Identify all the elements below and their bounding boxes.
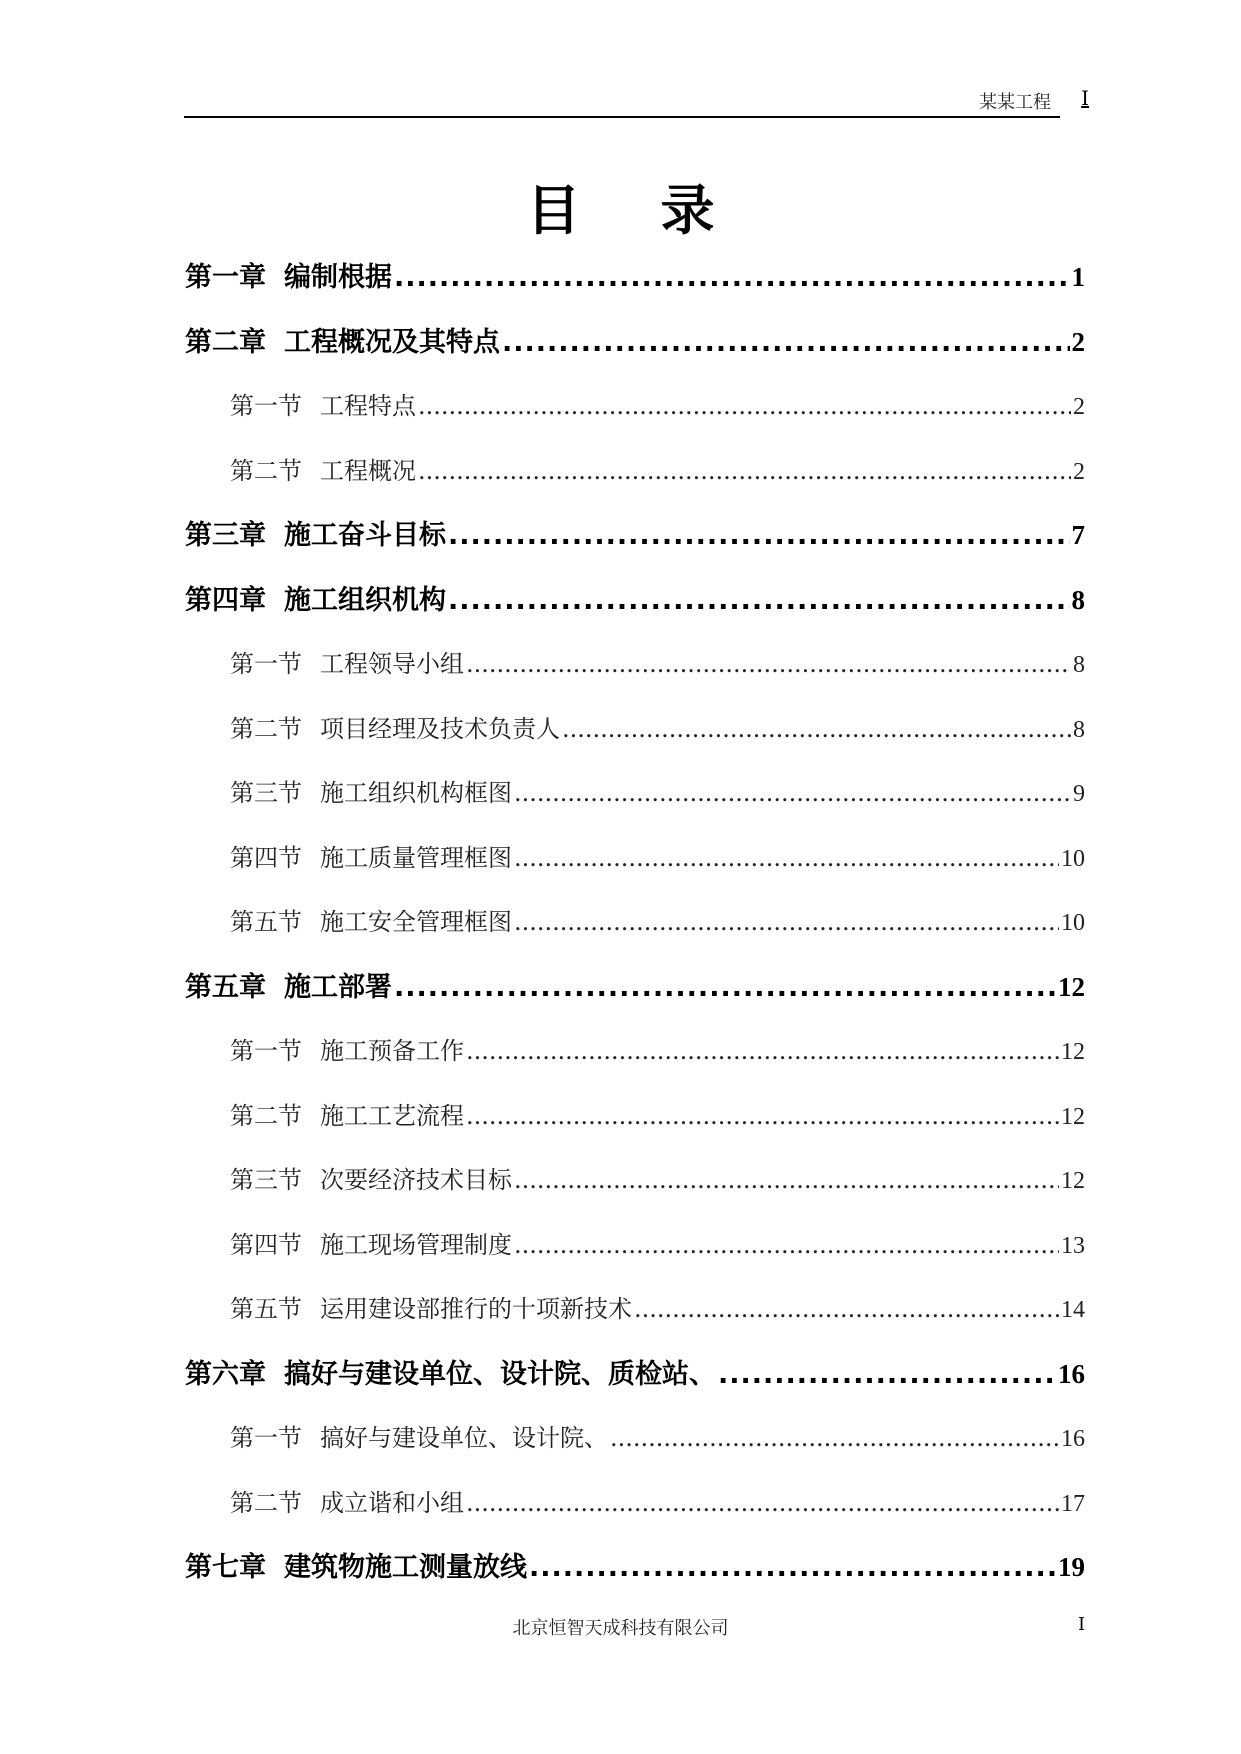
toc-entry-text: 次要经济技术目标: [320, 1166, 512, 1194]
toc-dot-leader: [466, 1480, 1059, 1526]
toc-entry-text: 运用建设部推行的十项新技术: [320, 1295, 632, 1323]
toc-entry-label: [230, 448, 416, 494]
toc-entry-text: 工程领导小组: [320, 650, 464, 678]
toc-page-number: 2: [1073, 394, 1085, 420]
toc-page-number: 12: [1061, 1103, 1085, 1130]
toc-chapter-entry[interactable]: [185, 577, 1085, 642]
toc-entry-label: [185, 965, 392, 1011]
toc-entry-label: [185, 255, 392, 301]
toc-dot-leader: [634, 1286, 1059, 1332]
toc-entry-number: 第三节: [230, 779, 302, 807]
toc-section-entry[interactable]: [185, 1480, 1085, 1545]
header-rule: [184, 116, 1060, 118]
toc-dot-leader: [562, 706, 1071, 752]
toc-page-number: 8: [1071, 584, 1085, 615]
toc-entry-number: 第二节: [230, 1488, 302, 1517]
page-footer: [0, 1614, 1241, 1644]
toc-page-number: 9: [1073, 781, 1085, 807]
toc-page-number: 16: [1061, 1426, 1085, 1452]
toc-dot-leader: [418, 383, 1071, 429]
toc-dot-leader: [418, 448, 1071, 494]
toc-entry-number: 第四节: [230, 843, 302, 872]
toc-chapter-entry[interactable]: [185, 1351, 1085, 1416]
toc-entry-text: 施工组织机构: [284, 584, 446, 616]
toc-dot-leader: [610, 1415, 1059, 1461]
toc-entry-number: 第一节: [230, 392, 302, 420]
toc-entry-number: 第七章: [185, 1552, 266, 1583]
toc-section-entry[interactable]: [185, 1157, 1085, 1222]
toc-entry-label: [230, 641, 464, 687]
toc-page-number: 17: [1061, 1490, 1085, 1517]
toc-dot-leader: [529, 1545, 1056, 1591]
toc-dot-leader: [466, 1028, 1059, 1074]
footer-page-number: I: [1078, 1614, 1086, 1635]
toc-entry-text: 施工奋斗目标: [284, 520, 446, 551]
toc-page-number: 13: [1061, 1232, 1085, 1259]
toc-entry-text: 工程特点: [320, 392, 416, 420]
toc-section-entry[interactable]: [185, 1222, 1085, 1287]
toc-entry-text: 施工预备工作: [320, 1037, 464, 1065]
toc-dot-leader: [514, 770, 1071, 816]
toc-page-number: 16: [1058, 1358, 1085, 1389]
toc-page-number: 7: [1071, 520, 1085, 550]
toc-page-number: 1: [1071, 262, 1085, 292]
toc-chapter-entry[interactable]: [185, 512, 1085, 577]
toc-entry-text: 工程概况及其特点: [284, 326, 500, 358]
toc-entry-label: [230, 1222, 512, 1268]
toc-dot-leader: [394, 255, 1070, 301]
toc-dot-leader: [514, 1157, 1059, 1203]
toc-chapter-entry[interactable]: [185, 1544, 1085, 1609]
toc-entry-number: 第五节: [230, 1295, 302, 1323]
toc-chapter-entry[interactable]: [185, 319, 1085, 384]
toc-section-entry[interactable]: [185, 1028, 1085, 1093]
toc-page-number: 8: [1073, 652, 1085, 678]
toc-dot-leader: [718, 1352, 1056, 1398]
toc-section-entry[interactable]: [185, 383, 1085, 448]
toc-entry-number: 第二节: [230, 1101, 302, 1130]
toc-page-number: 10: [1061, 910, 1085, 936]
toc-page-number: 19: [1058, 1552, 1085, 1582]
toc-dot-leader: [448, 513, 1070, 559]
toc-entry-text: 施工安全管理框图: [320, 908, 512, 936]
toc-entry-text: 搞好与建设单位、设计院、: [320, 1424, 608, 1452]
page-header: [184, 84, 1089, 118]
toc-entry-label: [185, 578, 446, 624]
toc-section-entry[interactable]: [185, 641, 1085, 706]
toc-page-number: 12: [1061, 1039, 1085, 1065]
toc-entry-label: [230, 706, 560, 752]
toc-entry-label: [185, 1545, 527, 1591]
toc-entry-text: 项目经理及技术负责人: [320, 714, 560, 743]
toc-page-number: 12: [1061, 1168, 1085, 1194]
toc-entry-label: [230, 1028, 464, 1074]
toc-dot-leader: [394, 965, 1056, 1011]
toc-entry-text: 搞好与建设单位、设计院、质检站、: [284, 1358, 716, 1390]
toc-dot-leader: [514, 899, 1059, 945]
toc-page-number: 14: [1061, 1297, 1085, 1323]
toc-dot-leader: [502, 320, 1070, 366]
toc-entry-number: 第五节: [230, 908, 302, 936]
toc-entry-number: 第四节: [230, 1230, 302, 1259]
toc-entry-number: 第一章: [185, 262, 266, 293]
toc-section-entry[interactable]: [185, 835, 1085, 900]
toc-entry-number: 第六章: [185, 1358, 266, 1390]
toc-entry-label: [185, 1352, 716, 1398]
toc-entry-label: [230, 1480, 464, 1526]
toc-entry-number: 第五章: [185, 971, 266, 1003]
toc-page-number: 12: [1058, 971, 1085, 1002]
toc-dot-leader: [514, 835, 1059, 881]
toc-entry-text: 施工质量管理框图: [320, 843, 512, 872]
toc-entry-number: 第一节: [230, 1037, 302, 1065]
toc-entry-label: [185, 513, 446, 559]
toc-chapter-entry[interactable]: [185, 964, 1085, 1029]
toc-entry-text: 施工工艺流程: [320, 1101, 464, 1130]
table-of-contents: [185, 254, 1085, 1609]
toc-entry-label: [230, 770, 512, 816]
toc-entry-number: 第三章: [185, 520, 266, 551]
toc-dot-leader: [466, 1093, 1059, 1139]
toc-entry-number: 第二章: [185, 326, 266, 358]
toc-entry-label: [185, 320, 500, 366]
toc-page-number: 8: [1073, 716, 1085, 743]
toc-entry-number: 第二节: [230, 456, 302, 485]
toc-section-entry[interactable]: [185, 706, 1085, 771]
toc-entry-number: 第一节: [230, 1424, 302, 1452]
page-title: 目录: [526, 179, 795, 242]
toc-entry-text: 工程概况: [320, 456, 416, 485]
header-title: 某某工程: [979, 92, 1051, 113]
toc-entry-text: 编制根据: [284, 262, 392, 293]
toc-section-entry[interactable]: [185, 899, 1085, 964]
toc-section-entry[interactable]: [185, 1415, 1085, 1480]
toc-section-entry[interactable]: [185, 770, 1085, 835]
toc-chapter-entry[interactable]: [185, 254, 1085, 319]
toc-entry-label: [230, 835, 512, 881]
toc-section-entry[interactable]: [185, 1286, 1085, 1351]
toc-entry-text: 建筑物施工测量放线: [284, 1552, 527, 1583]
toc-entry-number: 第一节: [230, 650, 302, 678]
toc-section-entry[interactable]: [185, 1093, 1085, 1158]
toc-entry-label: [230, 899, 512, 945]
toc-entry-label: [230, 1415, 608, 1461]
toc-page-number: 2: [1071, 326, 1085, 357]
toc-entry-label: [230, 383, 416, 429]
toc-page-number: 10: [1061, 845, 1085, 872]
toc-entry-number: 第四章: [185, 584, 266, 616]
toc-entry-text: 施工组织机构框图: [320, 779, 512, 807]
toc-entry-label: [230, 1157, 512, 1203]
toc-entry-number: 第三节: [230, 1166, 302, 1194]
toc-entry-text: 施工部署: [284, 971, 392, 1003]
footer-company: 北京恒智天成科技有限公司: [512, 1618, 729, 1639]
toc-dot-leader: [466, 641, 1071, 687]
toc-page-number: 2: [1073, 458, 1085, 485]
toc-dot-leader: [448, 578, 1070, 624]
toc-entry-label: [230, 1286, 632, 1332]
toc-entry-number: 第二节: [230, 714, 302, 743]
toc-entry-text: 施工现场管理制度: [320, 1230, 512, 1259]
toc-entry-text: 成立谐和小组: [320, 1488, 464, 1517]
toc-dot-leader: [514, 1222, 1059, 1268]
header-page-number: I: [1081, 86, 1089, 110]
toc-entry-label: [230, 1093, 464, 1139]
toc-section-entry[interactable]: [185, 448, 1085, 513]
